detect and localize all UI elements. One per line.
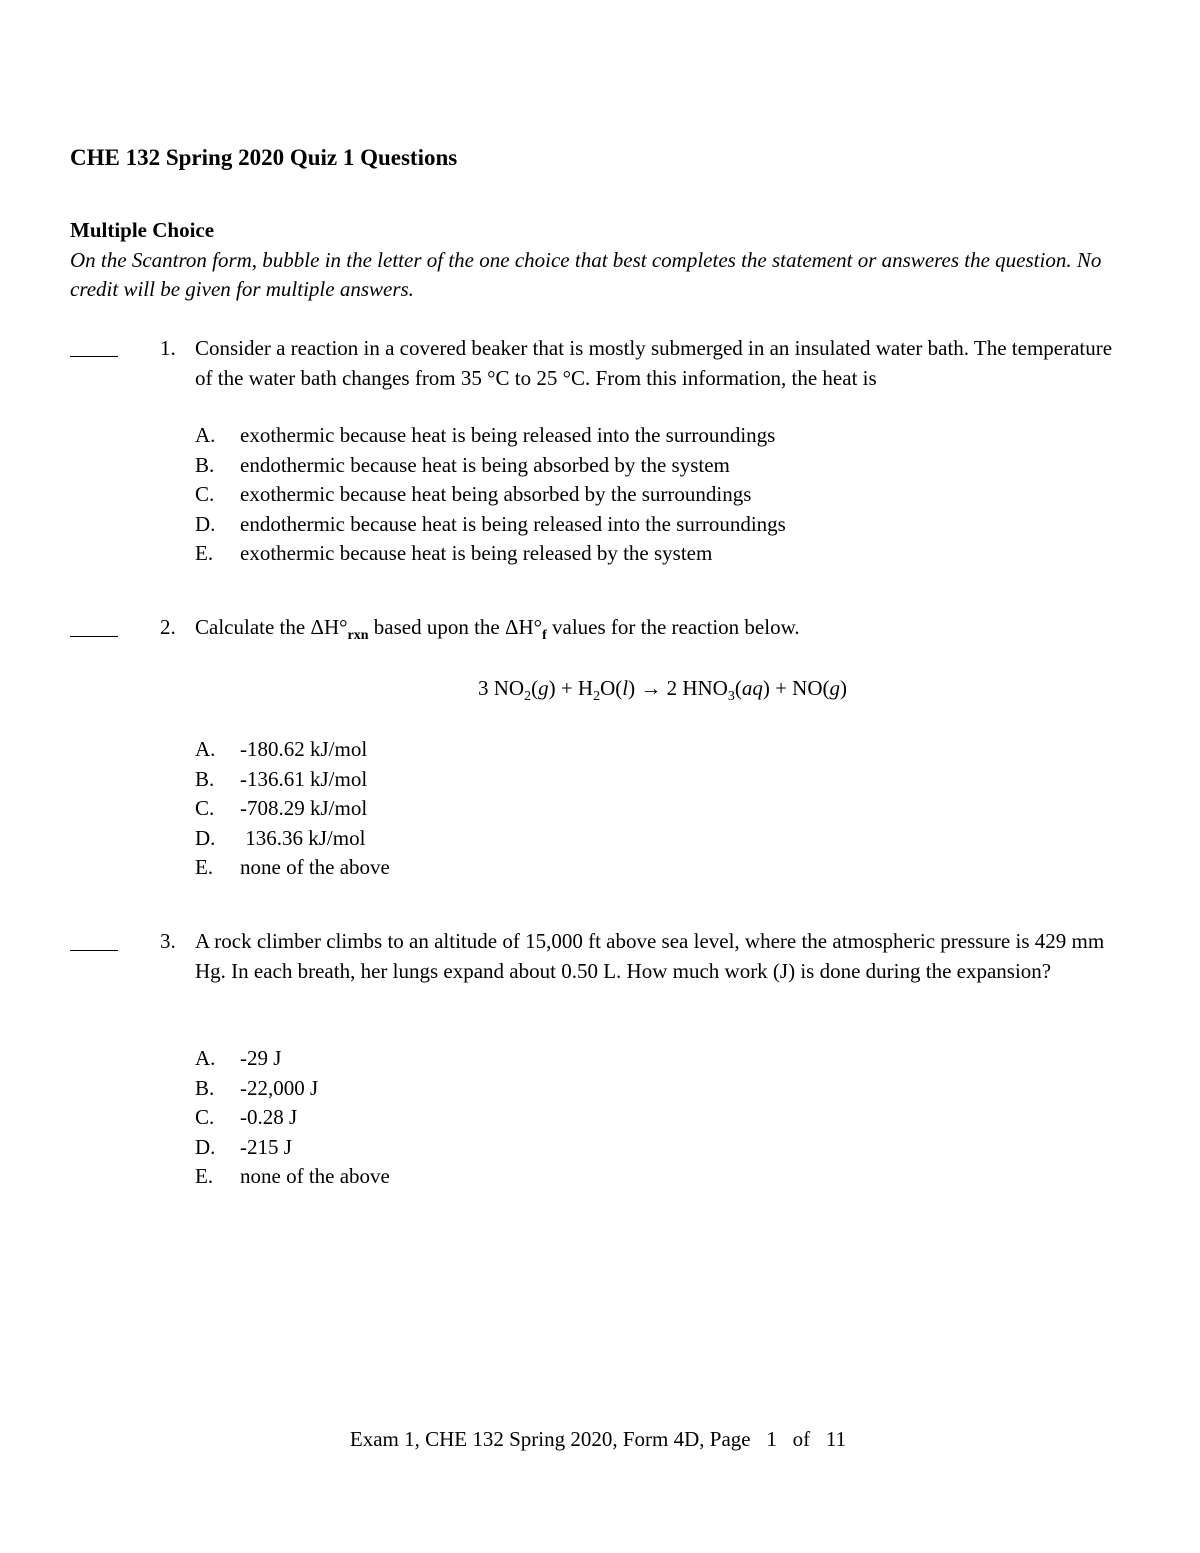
section-heading: Multiple Choice bbox=[70, 218, 215, 242]
delta-h-f: ΔH° bbox=[505, 615, 543, 639]
answer-blank-2 bbox=[70, 636, 118, 637]
rxn-subscript: rxn bbox=[347, 628, 369, 644]
option-letter: A. bbox=[195, 737, 216, 761]
option-letter: D. bbox=[195, 511, 216, 536]
option-text: -708.29 kJ/mol bbox=[240, 796, 368, 820]
eq-part: + H bbox=[555, 676, 594, 700]
eq-state: l bbox=[622, 676, 629, 700]
option-letter: E. bbox=[195, 1164, 214, 1188]
option-text: -22,000 J bbox=[240, 1075, 319, 1100]
question-number-3: 3. bbox=[160, 929, 176, 953]
option-text: -136.61 kJ/mol bbox=[240, 766, 368, 791]
question-text-2 bbox=[195, 613, 1130, 651]
question-number-2: 2. bbox=[160, 615, 176, 639]
eq-state: g bbox=[829, 676, 841, 700]
eq-part: 3 NO bbox=[477, 676, 525, 700]
option-letter: B. bbox=[195, 1075, 215, 1100]
option-text: none of the above bbox=[240, 1164, 390, 1188]
option-text: -29 J bbox=[240, 1046, 282, 1070]
option-text: none of the above bbox=[240, 855, 390, 879]
eq-state: aq bbox=[741, 676, 763, 700]
instructions: On the Scantron form, bubble in the letter of the one choice that best completes the statement or answeres the question. No credit will be given for multiple answers. bbox=[70, 248, 1102, 301]
option-letter: E. bbox=[195, 541, 214, 565]
eq-subscript: 3 bbox=[727, 689, 735, 705]
eq-state: g bbox=[538, 676, 549, 700]
answer-blank-1 bbox=[70, 356, 118, 357]
option-text: -215 J bbox=[240, 1134, 292, 1159]
chemical-equation: 3 $NO_2(g) + H_2O(l) \to 2$ $HNO_3(aq) + NO(g)$ bbox=[477, 676, 848, 705]
option-letter: D. bbox=[195, 825, 216, 850]
eq-part: ) + NO( bbox=[762, 676, 830, 700]
eq-arrow: ) → 2 HNO bbox=[628, 676, 728, 700]
eq-part: O( bbox=[600, 676, 623, 700]
q2-text-before: Calculate the bbox=[195, 615, 311, 639]
eq-subscript: 2 bbox=[524, 689, 532, 705]
q2-text-after: values for the reaction below. bbox=[546, 615, 800, 639]
option-text: exothermic because heat is being released by the system bbox=[240, 541, 713, 565]
option-letter: C. bbox=[195, 796, 215, 820]
delta-h-rxn: ΔH° bbox=[310, 615, 348, 639]
question-text-1: Consider a reaction in a covered beaker that is mostly submerged in an insulated water bath. The temperature of the water bath changes from 35 °C to 25 °C. From this information, the heat is bbox=[195, 336, 1113, 390]
eq-subscript: 2 bbox=[593, 689, 601, 705]
option-text: -0.28 J bbox=[240, 1105, 298, 1129]
option-text: exothermic because heat being absorbed by the surroundings bbox=[240, 482, 752, 506]
option-letter: E. bbox=[195, 855, 214, 879]
option-letter: A. bbox=[195, 1046, 216, 1070]
q2-text-middle: based upon the bbox=[368, 615, 506, 639]
f-subscript: f bbox=[542, 628, 547, 644]
option-text: 136.36 kJ/mol bbox=[240, 825, 366, 850]
option-text: exothermic because heat is being released into the surroundings bbox=[240, 423, 776, 447]
question-number-1: 1. bbox=[160, 336, 176, 360]
option-text: endothermic because heat is being absorbed by the system bbox=[240, 452, 730, 477]
option-letter: B. bbox=[195, 452, 215, 477]
option-letter: B. bbox=[195, 766, 215, 791]
option-letter: C. bbox=[195, 482, 215, 506]
option-text: endothermic because heat is being released into the surroundings bbox=[240, 511, 786, 536]
option-letter: A. bbox=[195, 423, 216, 447]
page-footer: Exam 1, CHE 132 Spring 2020, Form 4D, Page 1 of 11 bbox=[349, 1427, 847, 1451]
answer-blank-3 bbox=[70, 950, 118, 951]
page-title: CHE 132 Spring 2020 Quiz 1 Questions bbox=[70, 145, 458, 170]
option-text: -180.62 kJ/mol bbox=[240, 737, 368, 761]
question-text-3: A rock climber climbs to an altitude of 15,000 ft above sea level, where the atmospheric pressure is 429 mm Hg. In each breath, her lungs expand about 0.50 L. How much work (J) is done during the expansion? bbox=[195, 929, 1105, 983]
option-letter: C. bbox=[195, 1105, 215, 1129]
option-letter: D. bbox=[195, 1134, 216, 1159]
